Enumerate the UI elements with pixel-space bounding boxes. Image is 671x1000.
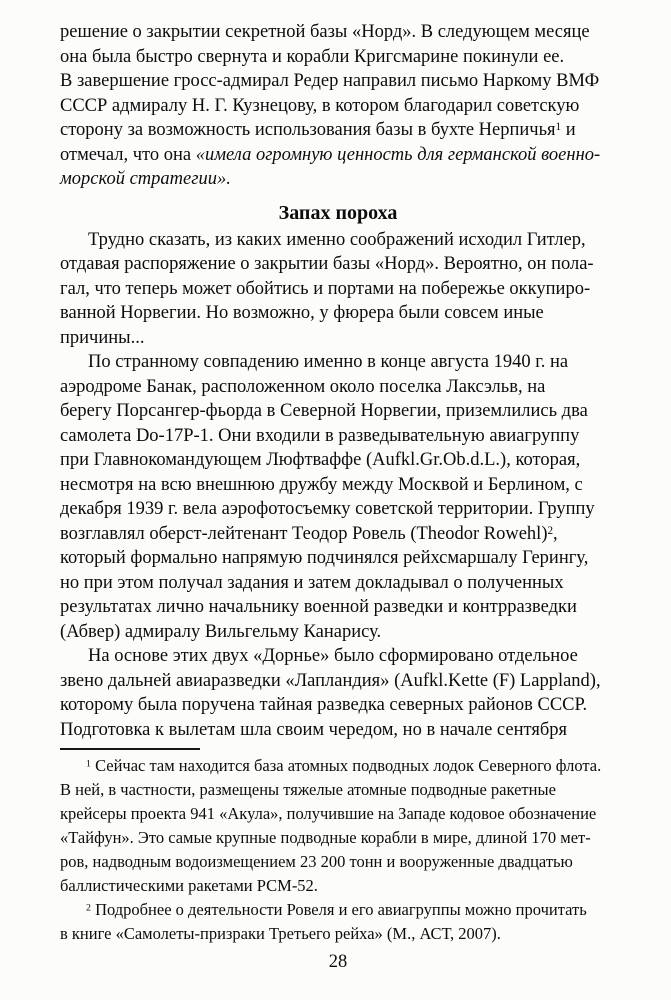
- text-line: [60, 778, 616, 802]
- text-line: [60, 424, 616, 449]
- footnote: [60, 898, 616, 946]
- text-run: несмотря на всю внешнюю дружбу между Москвой и Берлином, с: [60, 474, 583, 495]
- paragraph: [60, 228, 616, 351]
- text-line: [60, 118, 616, 143]
- text-run: В завершение гросс-адмирал Редер направил письмо Наркому ВМФ: [60, 71, 600, 91]
- text-run: она была быстро свернута и корабли Кригсмарине покинули ее.: [60, 46, 565, 67]
- text-run: декабря 1939 г. вела аэрофотосъемку советской территории. Группу: [60, 499, 595, 519]
- text-run: сторону за возможность использования базы в бухте Нерпичья: [60, 120, 556, 140]
- text-run: крейсеры проекта 941 «Акула», получившие на Западе кодовое обозначение: [60, 804, 597, 823]
- text-line: [60, 252, 616, 277]
- text-run: в книге «Самолеты-призраки Третьего рейха» (М., АСТ, 2007).: [60, 924, 501, 943]
- footnote-marker: 2: [547, 524, 554, 537]
- text-run: и: [561, 120, 576, 140]
- text-line: [60, 522, 616, 547]
- text-line: [60, 922, 616, 946]
- text-run: Трудно сказать, из каких именно соображений исходил Гитлер,: [88, 229, 586, 250]
- text-run: гал, что теперь может обойтись и портами на побережье оккупиро-: [60, 278, 591, 299]
- footnote-marker: 1: [555, 121, 562, 134]
- footnote-separator: [60, 748, 200, 750]
- text-line: [60, 20, 616, 45]
- text-run: СССР адмиралу Н. Г. Кузнецову, в котором благодарил советскую: [60, 95, 580, 116]
- text-line: [60, 350, 616, 375]
- text-line: [60, 473, 616, 498]
- text-line: [60, 898, 616, 922]
- text-run: отдавая распоряжение о закрытии базы «Норд». Вероятно, он пола-: [60, 254, 594, 274]
- text-line: [60, 571, 616, 596]
- text-line: [60, 277, 616, 302]
- text-run: Подробнее о деятельности Ровеля и его авиагруппы можно прочитать: [90, 900, 587, 919]
- text-line: [60, 669, 616, 694]
- text-line: [60, 850, 616, 874]
- text-line: [60, 802, 616, 826]
- text-line: [60, 143, 616, 168]
- text-line: [60, 375, 616, 400]
- text-run: решение о закрытии секретной базы «Норд». В следующем месяце: [60, 22, 590, 42]
- text-line: [60, 448, 616, 473]
- page-content: [60, 20, 616, 974]
- text-line: [60, 167, 616, 192]
- text-run: В ней, в частности, размещены тяжелые атомные подводные ракетные: [60, 780, 556, 799]
- text-line: [60, 301, 616, 326]
- text-run: ,: [553, 523, 558, 544]
- text-run: Сейчас там находится база атомных подводных лодок Северного флота.: [90, 756, 602, 775]
- text-run: «имела огромную ценность для германской военно-: [195, 144, 601, 165]
- text-run: ров, надводным водоизмещением 23 200 тонн и вооруженные двадцатью: [60, 852, 573, 871]
- paragraph: [60, 350, 616, 644]
- text-line: [60, 620, 616, 645]
- text-run: На основе этих двух «Дорнье» было сформировано отдельное: [88, 646, 578, 666]
- text-run: звено дальней авиаразведки «Лапландия» (Aufkl.Kette (F) Lappland),: [60, 670, 601, 691]
- text-line: [60, 644, 616, 669]
- text-run: берегу Порсангер-фьорда в Северной Норвегии, приземлились два: [60, 401, 588, 421]
- text-line: [60, 399, 616, 424]
- footnote-marker: 1: [86, 758, 91, 770]
- footnote-marker: 2: [86, 902, 91, 914]
- page-number: 28: [328, 952, 348, 972]
- text-line: [60, 693, 616, 718]
- text-run: но при этом получал задания и затем докладывал о полученных: [60, 572, 564, 593]
- text-run: при Главнокомандующем Люфтваффе (Aufkl.Gr.Ob.d.L.), которая,: [60, 450, 581, 470]
- text-run: «Тайфун». Это самые крупные подводные корабли в мире, длиной 170 мет-: [60, 828, 591, 847]
- text-line: [60, 546, 616, 571]
- text-run: аэродроме Банак, расположенном около поселка Лаксэльв, на: [60, 376, 546, 397]
- text-run: баллистическими ракетами РСМ-52.: [60, 876, 318, 895]
- text-line: [60, 326, 616, 351]
- section-heading: Запах пороха: [278, 201, 398, 224]
- text-run: возглавлял оберст-лейтенант Теодор Ровель (Theodor Rowehl): [60, 523, 548, 544]
- text-line: [60, 826, 616, 850]
- text-run: Подготовка к вылетам шла своим чередом, но в начале сентября: [60, 719, 568, 740]
- text-run: ванной Норвегии. Но возможно, у фюрера были совсем иные: [60, 303, 544, 323]
- text-run: результатах лично начальнику военной разведки и контрразведки: [60, 597, 577, 617]
- text-run: (Абвер) адмиралу Вильгельму Канарису.: [60, 621, 382, 642]
- text-run: отмечал, что она: [60, 144, 196, 165]
- text-run: причины...: [60, 327, 145, 348]
- text-run: самолета Do-17P-1. Они входили в разведывательную авиагруппу: [60, 425, 580, 446]
- footnote: [60, 754, 616, 898]
- paragraph-continuation: [60, 20, 616, 192]
- text-line: [60, 874, 616, 898]
- text-run: морской стратегии».: [60, 169, 231, 189]
- text-line: [60, 228, 616, 253]
- text-run: которому была поручена тайная разведка северных районов СССР.: [60, 695, 588, 715]
- text-line: [60, 754, 616, 778]
- text-line: [60, 45, 616, 70]
- text-run: который формально напрямую подчинялся рейхсмаршалу Герингу,: [60, 548, 589, 568]
- text-line: [60, 497, 616, 522]
- text-line: [60, 595, 616, 620]
- paragraph: [60, 644, 616, 742]
- text-line: [60, 69, 616, 94]
- text-line: [60, 94, 616, 119]
- text-line: [60, 718, 616, 743]
- text-run: По странному совпадению именно в конце августа 1940 г. на: [88, 352, 569, 372]
